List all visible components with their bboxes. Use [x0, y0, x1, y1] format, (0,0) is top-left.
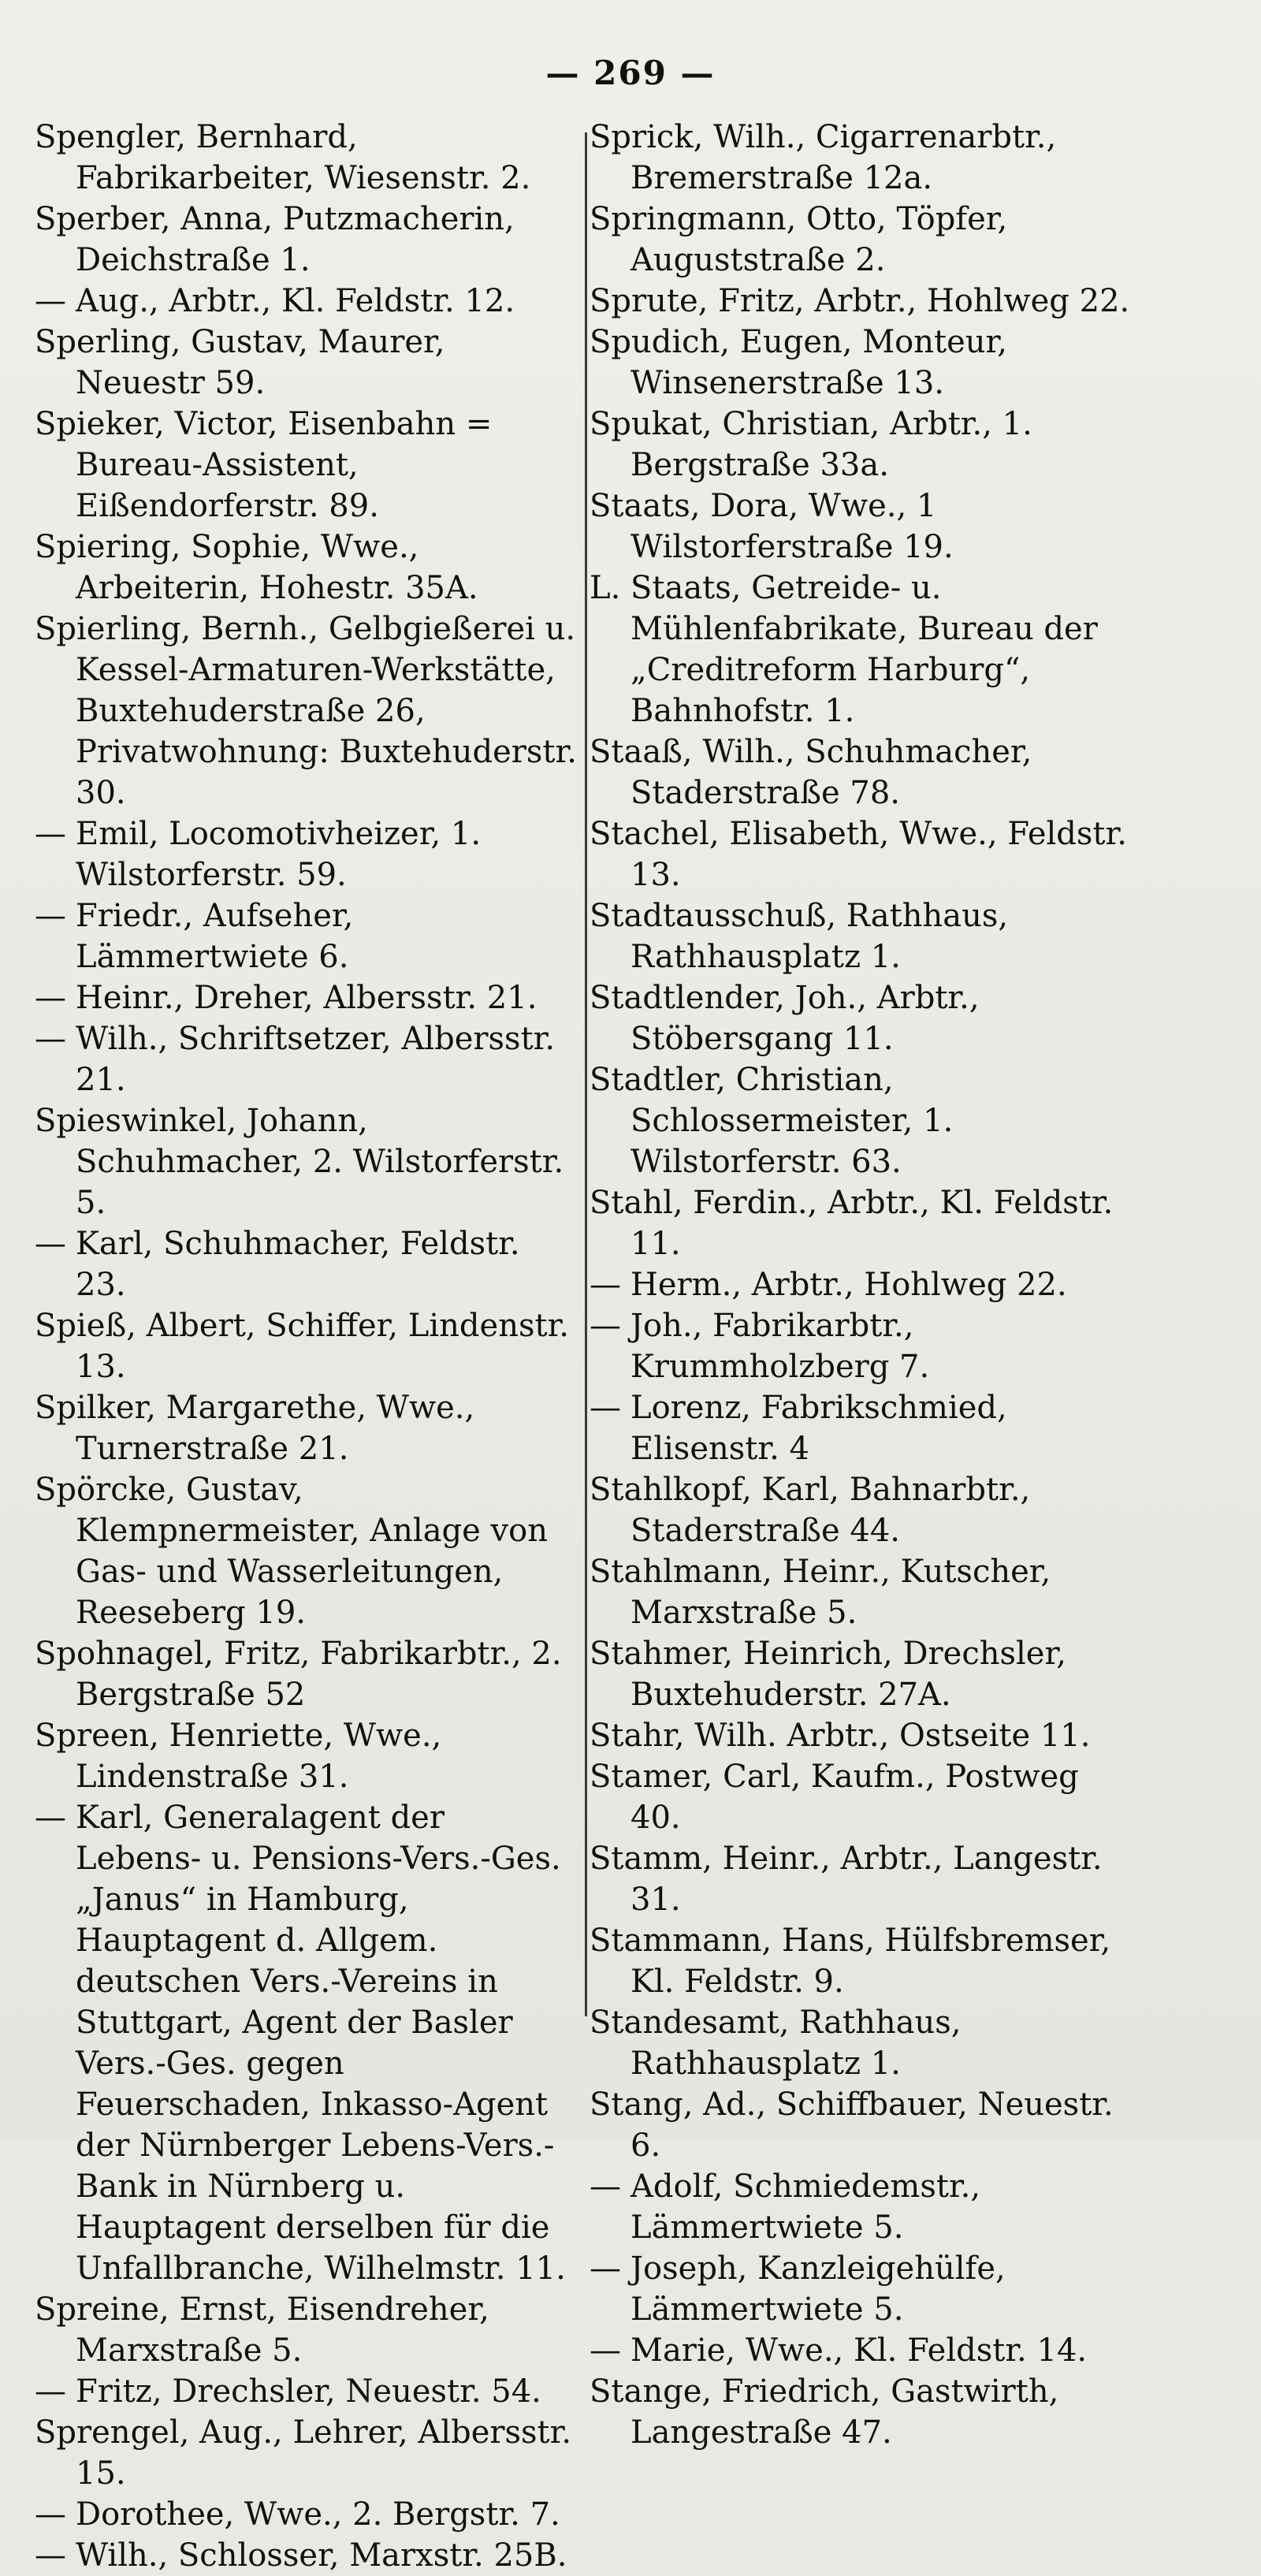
directory-entry: — Karl, Generalagent der Lebens- u. Pensions-Vers.-Ges. „Janus“ in Hamburg, Hauptagent d. Allgem. deutschen Vers.-Vereins in Stuttgart, Agent der Basler Vers.-Ges. gegen Feuerschaden, Inkasso-Agent der Nürnberger Lebens-Vers.-Bank in Nürnberg u. Hauptagent derselben für die Unfallbranche, Wilhelmstr. 11. — [35, 1797, 578, 2289]
left-column — [35, 117, 578, 2576]
directory-entry: — Wilh., Schriftsetzer, Albersstr. 21. — [35, 1018, 578, 1100]
directory-entry: — Heinr., Dreher, Albersstr. 21. — [35, 977, 578, 1018]
directory-entry: Spieswinkel, Johann, Schuhmacher, 2. Wilstorferstr. 5. — [35, 1103, 564, 1221]
directory-entry: Springmann, Otto, Töpfer, Auguststraße 2. — [590, 201, 1008, 278]
directory-entry: L. Staats, Getreide- u. Mühlenfabrikate, Bureau der „Creditreform Harburg“, Bahnhofstr. 1. — [590, 570, 1098, 729]
directory-entry: — Aug., Arbtr., Kl. Feldstr. 12. — [35, 281, 578, 322]
directory-entry: — Joseph, Kanzleigehülfe, Lämmertwiete 5. — [590, 2248, 1133, 2330]
page-number: — 269 — — [545, 54, 716, 92]
directory-entry: Stadtlender, Joh., Arbtr., Stöbersgang 11. — [590, 980, 980, 1057]
directory-entry: Spreen, Henriette, Wwe., Lindenstraße 31. — [35, 1718, 442, 1795]
directory-entry: — Dorothee, Wwe., 2. Bergstr. 7. — [35, 2494, 578, 2535]
directory-entry: — Karl, Schuhmacher, Feldstr. 23. — [35, 1223, 578, 1305]
directory-entry: — Emil, Locomotivheizer, 1. Wilstorferstr. 59. — [35, 813, 578, 895]
directory-entry: — Adolf, Schmiedemstr., Lämmertwiete 5. — [590, 2166, 1133, 2248]
directory-entry: Spukat, Christian, Arbtr., 1. Bergstraße 33a. — [590, 406, 1032, 483]
directory-entry: — Fritz, Drechsler, Neuestr. 54. — [35, 2371, 578, 2412]
directory-entry: Stadtausschuß, Rathhaus, Rathhausplatz 1. — [590, 898, 1009, 975]
directory-entry: — Marie, Wwe., Kl. Feldstr. 14. — [590, 2330, 1133, 2371]
directory-entry: Spreine, Ernst, Eisendreher, Marxstraße 5. — [35, 2291, 489, 2369]
directory-entry: Spörcke, Gustav, Klempnermeister, Anlage von Gas- und Wasserleitungen, Reeseberg 19. — [35, 1472, 548, 1631]
directory-entry: — Lorenz, Fabrikschmied, Elisenstr. 4 — [590, 1387, 1133, 1469]
directory-entry: Stadtler, Christian, Schlossermeister, 1. Wilstorferstr. 63. — [590, 1062, 954, 1180]
directory-entry: — Wilh., Schlosser, Marxstr. 25B. — [35, 2535, 578, 2576]
directory-entry: — Joh., Fabrikarbtr., Krummholzberg 7. — [590, 1305, 1133, 1387]
columns — [35, 117, 1234, 2574]
directory-entry: Sperling, Gustav, Maurer, Neuestr 59. — [35, 324, 445, 401]
directory-entry: — Herm., Arbtr., Hohlweg 22. — [590, 1264, 1133, 1305]
directory-entry: Spieker, Victor, Eisenbahn = Bureau-Assistent, Eißendorferstr. 89. — [35, 406, 493, 524]
directory-entry: Standesamt, Rathhaus, Rathhausplatz 1. — [590, 2005, 962, 2082]
directory-entry: Spieß, Albert, Schiffer, Lindenstr. 13. — [35, 1308, 570, 1385]
directory-entry: Spiering, Sophie, Wwe., Arbeiterin, Hohestr. 35A. — [35, 529, 478, 606]
directory-entry: Sperber, Anna, Putzmacherin, Deichstraße 1. — [35, 201, 515, 278]
directory-entry: Stahr, Wilh. Arbtr., Ostseite 11. — [590, 1718, 1091, 1754]
directory-entry: Spohnagel, Fritz, Fabrikarbtr., 2. Bergstraße 52 — [35, 1636, 562, 1713]
directory-entry: Spierling, Bernh., Gelbgießerei u. Kessel-Armaturen-Werkstätte, Buxtehuderstraße 26, Privatwohnung: Buxtehuderstr. 30. — [35, 611, 577, 811]
directory-entry: — Friedr., Aufseher, Lämmertwiete 6. — [35, 895, 578, 977]
directory-entry: Spudich, Eugen, Monteur, Winsenerstraße 13. — [590, 324, 1007, 401]
directory-entry: Stange, Friedrich, Gastwirth, Langestraße 47. — [590, 2373, 1059, 2451]
directory-entry: Stahl, Ferdin., Arbtr., Kl. Feldstr. 11. — [590, 1185, 1114, 1262]
directory-entry: Spengler, Bernhard, Fabrikarbeiter, Wiesenstr. 2. — [35, 119, 531, 196]
directory-entry: Stamm, Heinr., Arbtr., Langestr. 31. — [590, 1841, 1103, 1918]
directory-entry: Sprute, Fritz, Arbtr., Hohlweg 22. — [590, 283, 1130, 319]
directory-entry: Stachel, Elisabeth, Wwe., Feldstr. 13. — [590, 816, 1127, 893]
directory-entry: Sprengel, Aug., Lehrer, Albersstr. 15. — [35, 2414, 572, 2492]
directory-entry: Sprick, Wilh., Cigarrenarbtr., Bremerstraße 12a. — [590, 119, 1057, 196]
directory-entry: Stahlkopf, Karl, Bahnarbtr., Staderstraße 44. — [590, 1472, 1031, 1549]
directory-entry: Stammann, Hans, Hülfsbremser, Kl. Feldstr. 9. — [590, 1923, 1111, 2000]
directory-entry: Stamer, Carl, Kaufm., Postweg 40. — [590, 1759, 1079, 1836]
directory-entry: Staats, Dora, Wwe., 1 Wilstorferstraße 19. — [590, 488, 954, 565]
directory-entry: Staaß, Wilh., Schuhmacher, Staderstraße 78. — [590, 734, 1032, 811]
directory-entry: Stahlmann, Heinr., Kutscher, Marxstraße 5. — [590, 1554, 1051, 1631]
directory-entry: Stang, Ad., Schiffbauer, Neuestr. 6. — [590, 2086, 1114, 2164]
directory-entry: Spilker, Margarethe, Wwe., Turnerstraße 21. — [35, 1390, 475, 1467]
directory-entry: Stahmer, Heinrich, Drechsler, Buxtehuderstr. 27A. — [590, 1636, 1066, 1713]
right-column — [590, 117, 1133, 2453]
